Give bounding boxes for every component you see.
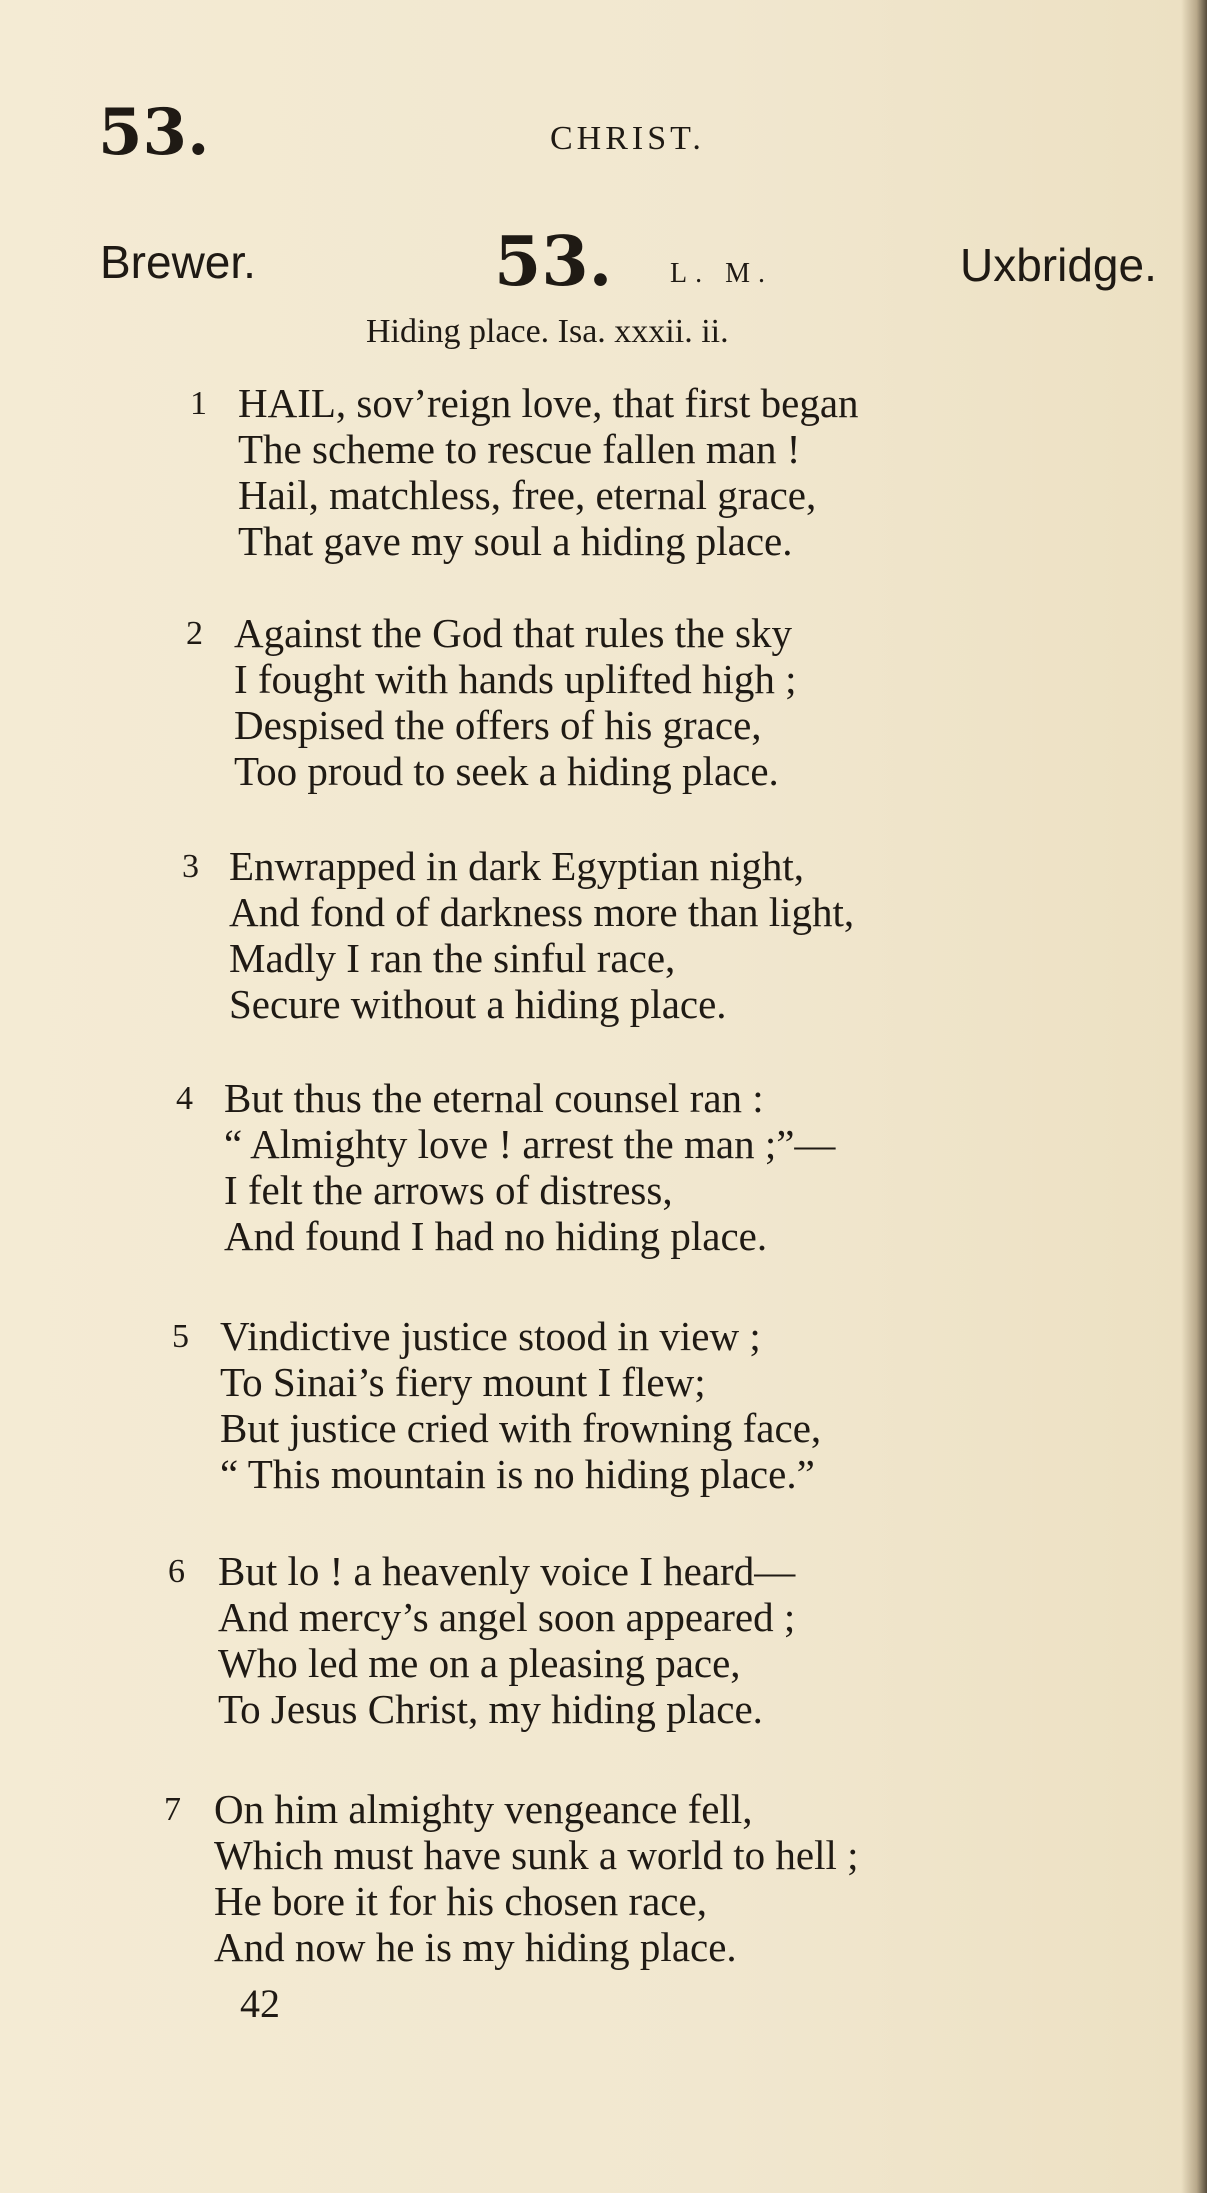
stanza-line: Vindictive justice stood in view ; <box>220 1313 761 1359</box>
stanza-line: “ Almighty love ! arrest the man ;”— <box>224 1121 836 1167</box>
stanza-line: Madly I ran the sinful race, <box>229 935 676 981</box>
stanza-line: HAIL, sov’reign love, that first began <box>238 380 859 426</box>
stanza-line: Enwrapped in dark Egyptian night, <box>229 843 805 889</box>
stanza-number: 6 <box>168 1553 185 1590</box>
running-header-number: 53. <box>98 95 210 170</box>
stanza-line: He bore it for his chosen race, <box>214 1878 707 1924</box>
page-edge-shadow <box>1181 0 1207 2193</box>
stanza-number: 2 <box>186 615 203 652</box>
stanza-number: 4 <box>176 1080 193 1117</box>
stanza-line: I fought with hands uplifted high ; <box>234 656 797 702</box>
stanza-line: Hail, matchless, free, eternal grace, <box>238 472 817 518</box>
stanza-line: To Sinai’s fiery mount I flew; <box>220 1359 706 1405</box>
stanza-line: Despised the offers of his grace, <box>234 702 762 748</box>
stanza-line: And fond of darkness more than light, <box>229 889 855 935</box>
stanza-number: 5 <box>172 1318 189 1355</box>
hymn-meter: L. M. <box>670 258 773 289</box>
stanza-number: 7 <box>164 1791 181 1828</box>
stanza-line: “ This mountain is no hiding place.” <box>220 1451 815 1497</box>
stanza-line: But justice cried with frowning face, <box>220 1405 822 1451</box>
stanza-line: But thus the eternal counsel ran : <box>224 1075 764 1121</box>
hymn-subtitle: Hiding place. Isa. xxxii. ii. <box>366 313 729 350</box>
stanza-number: 1 <box>190 385 207 422</box>
stanza-line: I felt the arrows of distress, <box>224 1167 673 1213</box>
stanza-line: Too proud to seek a hiding place. <box>234 748 779 794</box>
stanza-line: On him almighty vengeance fell, <box>214 1786 753 1832</box>
page-number: 42 <box>240 1981 280 2026</box>
stanza-line: To Jesus Christ, my hiding place. <box>218 1686 763 1732</box>
stanza-line: Which must have sunk a world to hell ; <box>214 1832 859 1878</box>
stanza-line: Secure without a hiding place. <box>229 981 727 1027</box>
running-header-title: CHRIST. <box>550 120 705 157</box>
stanza-line: Who led me on a pleasing pace, <box>218 1640 741 1686</box>
stanza-line: But lo ! a heavenly voice I heard— <box>218 1548 796 1594</box>
stanza-line: Against the God that rules the sky <box>234 610 792 656</box>
stanza-line: And found I had no hiding place. <box>224 1213 768 1259</box>
stanza-line: And mercy’s angel soon appeared ; <box>218 1594 796 1640</box>
stanza-number: 3 <box>182 848 199 885</box>
hymn-number: 53. <box>494 222 613 302</box>
tune-name-left: Brewer. <box>100 236 256 288</box>
tune-name-right: Uxbridge. <box>960 239 1157 291</box>
stanza-line: That gave my soul a hiding place. <box>238 518 793 564</box>
stanza-line: And now he is my hiding place. <box>214 1924 737 1970</box>
stanza-line: The scheme to rescue fallen man ! <box>238 426 801 472</box>
